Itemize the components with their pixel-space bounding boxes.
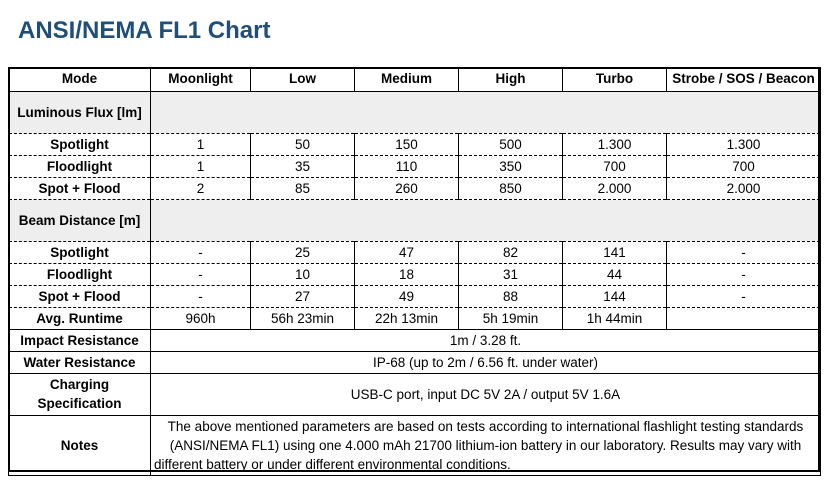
- table-cell: 500: [459, 133, 563, 155]
- table-row: [9, 285, 821, 307]
- flux-section-row: [9, 91, 821, 133]
- table-cell: -: [151, 241, 251, 263]
- table-cell: 35: [251, 155, 355, 177]
- header-row: [9, 67, 821, 91]
- table-cell: 1: [151, 133, 251, 155]
- chart-title: ANSI/NEMA FL1 Chart: [18, 17, 271, 44]
- notes-row: [9, 415, 821, 475]
- row-label: Spot + Flood: [9, 285, 151, 307]
- header-high: High: [459, 67, 563, 91]
- table-cell: 10: [251, 263, 355, 285]
- table-cell: 1h 44min: [563, 307, 667, 329]
- header-turbo: Turbo: [563, 67, 667, 91]
- row-label: Avg. Runtime: [9, 307, 151, 329]
- table-cell: 700: [667, 155, 821, 177]
- table-cell: 1.300: [563, 133, 667, 155]
- table-cell: 960h: [151, 307, 251, 329]
- table-cell: -: [667, 263, 821, 285]
- row-label: Floodlight: [9, 155, 151, 177]
- row-label: Notes: [9, 415, 151, 475]
- table-row: [9, 177, 821, 199]
- table-cell: 144: [563, 285, 667, 307]
- table-cell: 22h 13min: [355, 307, 459, 329]
- charging-row: [9, 373, 821, 415]
- runtime-row: [9, 307, 821, 329]
- table-cell: 1.300: [667, 133, 821, 155]
- table-row: [9, 263, 821, 285]
- table-cell: 82: [459, 241, 563, 263]
- notes-value: The above mentioned parameters are based on tests according to international flashlight testing standards (ANSI/NEMA FL1) using one 4.000 mAh 21700 lithium-ion battery in our laboratory. Results may vary with different battery or under different environmental conditions.: [151, 415, 821, 475]
- table-cell: 31: [459, 263, 563, 285]
- table-cell: 2.000: [667, 177, 821, 199]
- table-cell: 1: [151, 155, 251, 177]
- header-medium: Medium: [355, 67, 459, 91]
- impact-row: [9, 329, 821, 351]
- table-cell: 110: [355, 155, 459, 177]
- table-cell: 47: [355, 241, 459, 263]
- charging-value: USB-C port, input DC 5V 2A / output 5V 1.6A: [151, 373, 821, 415]
- table-cell: 2.000: [563, 177, 667, 199]
- table-cell: 44: [563, 263, 667, 285]
- table-cell: 850: [459, 177, 563, 199]
- impact-value: 1m / 3.28 ft.: [151, 329, 821, 351]
- table-cell: 350: [459, 155, 563, 177]
- table-cell: 18: [355, 263, 459, 285]
- header-low: Low: [251, 67, 355, 91]
- beam-section-label: Beam Distance [m]: [9, 199, 151, 241]
- flux-section-fill: [151, 91, 821, 133]
- table-cell: 25: [251, 241, 355, 263]
- table-cell: 700: [563, 155, 667, 177]
- row-label: Spot + Flood: [9, 177, 151, 199]
- header-moonlight: Moonlight: [151, 67, 251, 91]
- table-row: [9, 155, 821, 177]
- table-cell: 141: [563, 241, 667, 263]
- table-cell: 50: [251, 133, 355, 155]
- table-cell: -: [667, 241, 821, 263]
- table-cell: 27: [251, 285, 355, 307]
- beam-section-fill: [151, 199, 821, 241]
- table-cell: 85: [251, 177, 355, 199]
- table-cell: 150: [355, 133, 459, 155]
- table-row: [9, 133, 821, 155]
- row-label: Charging Specification: [9, 373, 151, 415]
- water-value: IP-68 (up to 2m / 6.56 ft. under water): [151, 351, 821, 373]
- flux-section-label: Luminous Flux [lm]: [9, 91, 151, 133]
- table-cell: 260: [355, 177, 459, 199]
- water-row: [9, 351, 821, 373]
- table-cell: [667, 307, 821, 329]
- table-cell: 2: [151, 177, 251, 199]
- table-cell: -: [667, 285, 821, 307]
- beam-section-row: [9, 199, 821, 241]
- spec-table: [8, 67, 821, 476]
- table-cell: 49: [355, 285, 459, 307]
- table-cell: -: [151, 263, 251, 285]
- row-label: Floodlight: [9, 263, 151, 285]
- table-cell: 88: [459, 285, 563, 307]
- row-label: Impact Resistance: [9, 329, 151, 351]
- row-label: Water Resistance: [9, 351, 151, 373]
- header-mode: Mode: [9, 67, 151, 91]
- table-cell: 5h 19min: [459, 307, 563, 329]
- header-strobe: Strobe / SOS / Beacon: [667, 67, 821, 91]
- row-label: Spotlight: [9, 133, 151, 155]
- table-row: [9, 241, 821, 263]
- row-label: Spotlight: [9, 241, 151, 263]
- table-cell: -: [151, 285, 251, 307]
- table-cell: 56h 23min: [251, 307, 355, 329]
